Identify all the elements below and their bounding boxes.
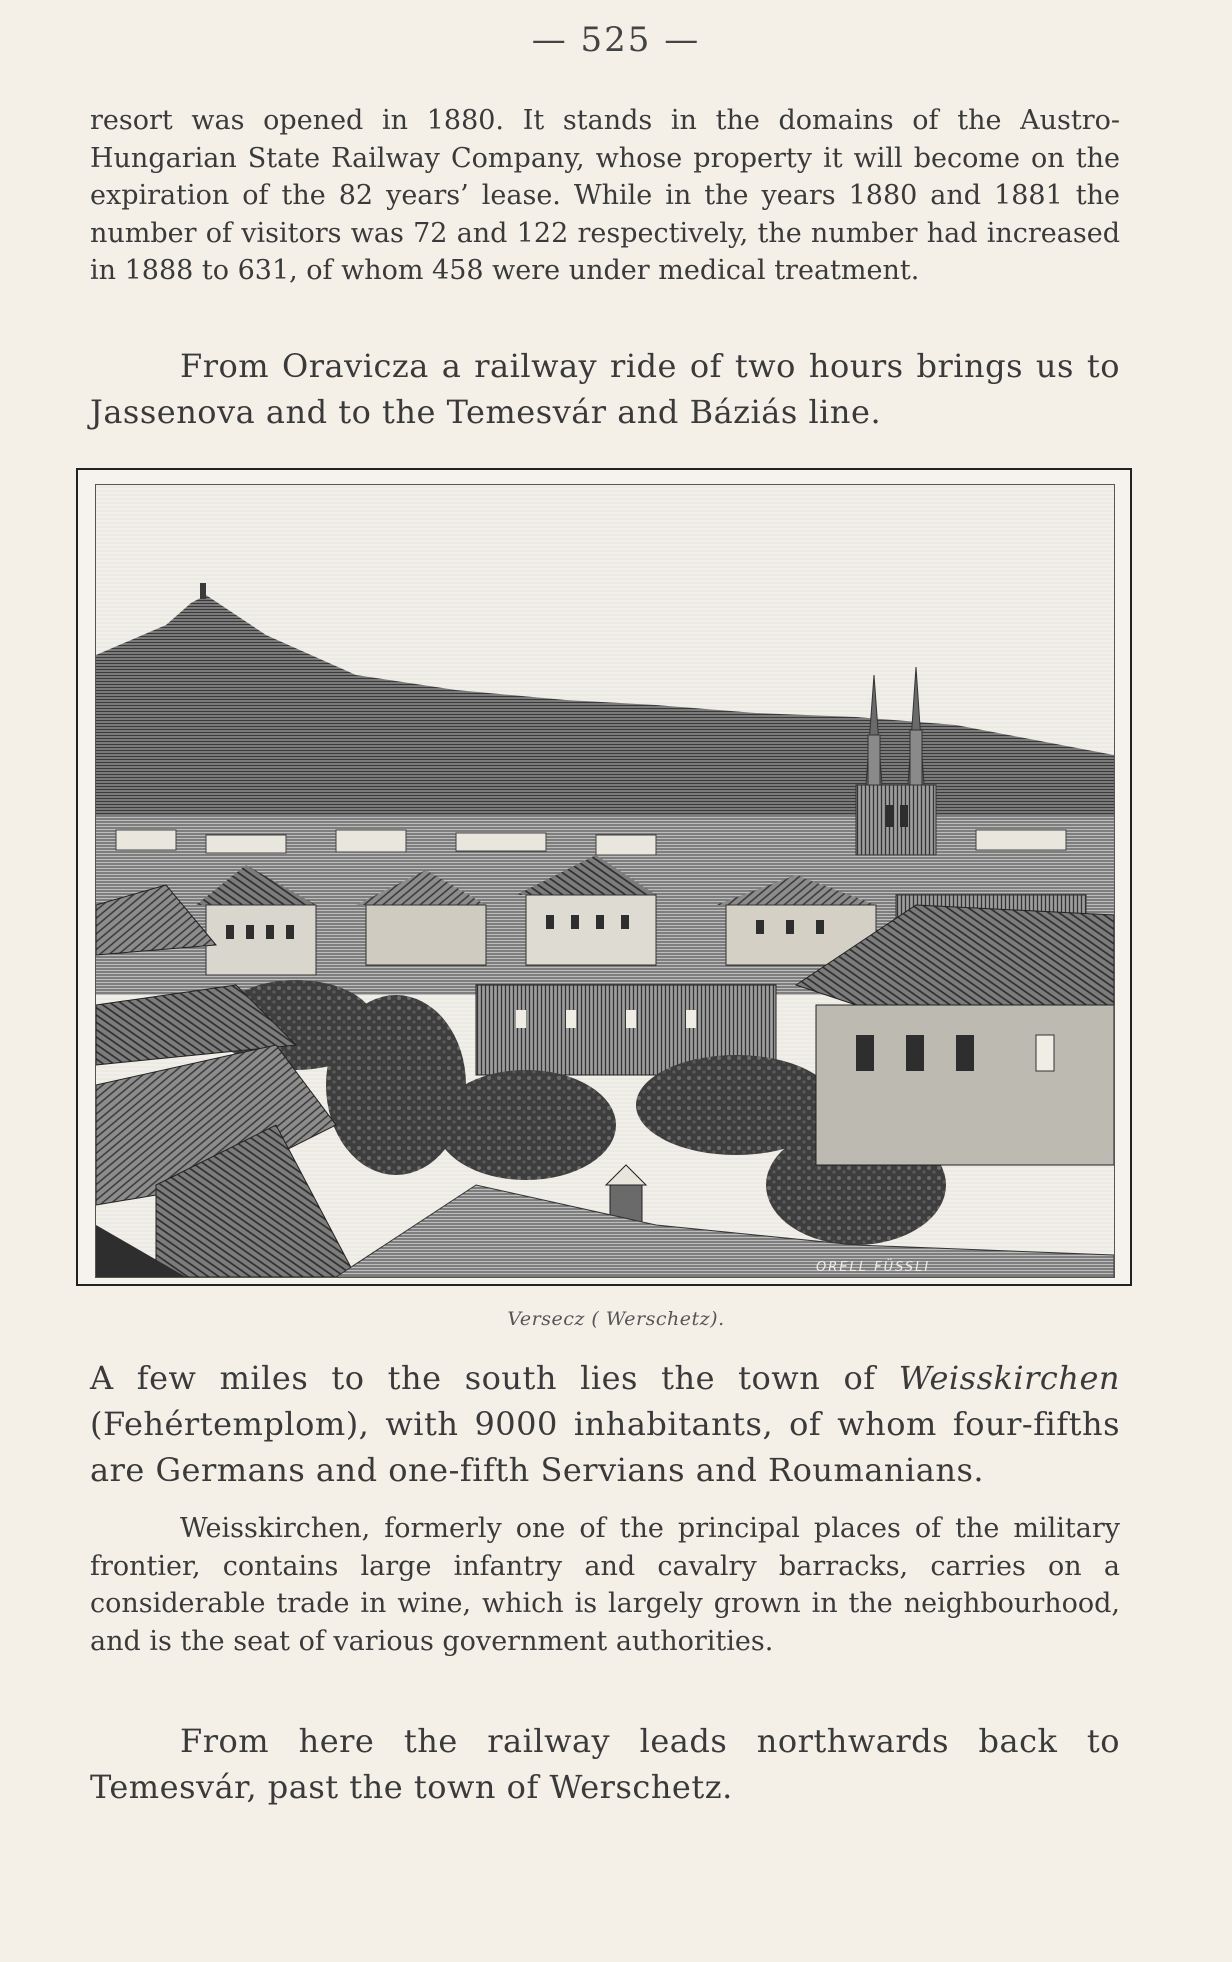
paragraph-oravicza: From Oravicza a railway ride of two hours brings us to Jassenova and to the Temesvár and Báziás line. <box>90 347 1120 431</box>
hilltop-tower <box>200 583 206 599</box>
engraver-signature: ORELL FÜSSLI <box>816 1260 931 1275</box>
paragraph-resort: resort was opened in 1880. It stands in the domains of the Austro-Hungarian State Railway Company, whose property it will become on the expiration of the 82 years’ lease. While in the years 1880 and 1881 the number of visitors was 72 and 122 respectively, the number had increased in 1888 to 631, of whom 458 were under medical treatment. <box>90 105 1120 286</box>
figure-caption: Versecz ( Werschetz). <box>507 1308 725 1330</box>
paragraph-weisskirchen <box>90 1355 1120 1493</box>
p3-town-name: Weisskirchen <box>898 1359 1120 1397</box>
paragraph-railway-north: From here the railway leads northwards back to Temesvár, past the town of Werschetz. <box>90 1722 1120 1806</box>
page-number: — 525 — <box>531 20 701 60</box>
versecz-engraving <box>95 484 1115 1278</box>
paragraph-weisskirchen-details: Weisskirchen, formerly one of the principal places of the military frontier, contains large infantry and cavalry barracks, carries on a considerable trade in wine, which is largely grown in the neighbourhood, and is the seat of various government authorities. <box>90 1513 1120 1657</box>
illustration-frame <box>76 468 1132 1286</box>
p3-text-after: (Fehértemplom), with 9000 inhabitants, of whom four-fifths are Germans and one-fifth Servians and Roumanians. <box>90 1405 1120 1489</box>
p3-text-before: A few miles to the south lies the town of <box>90 1359 899 1397</box>
